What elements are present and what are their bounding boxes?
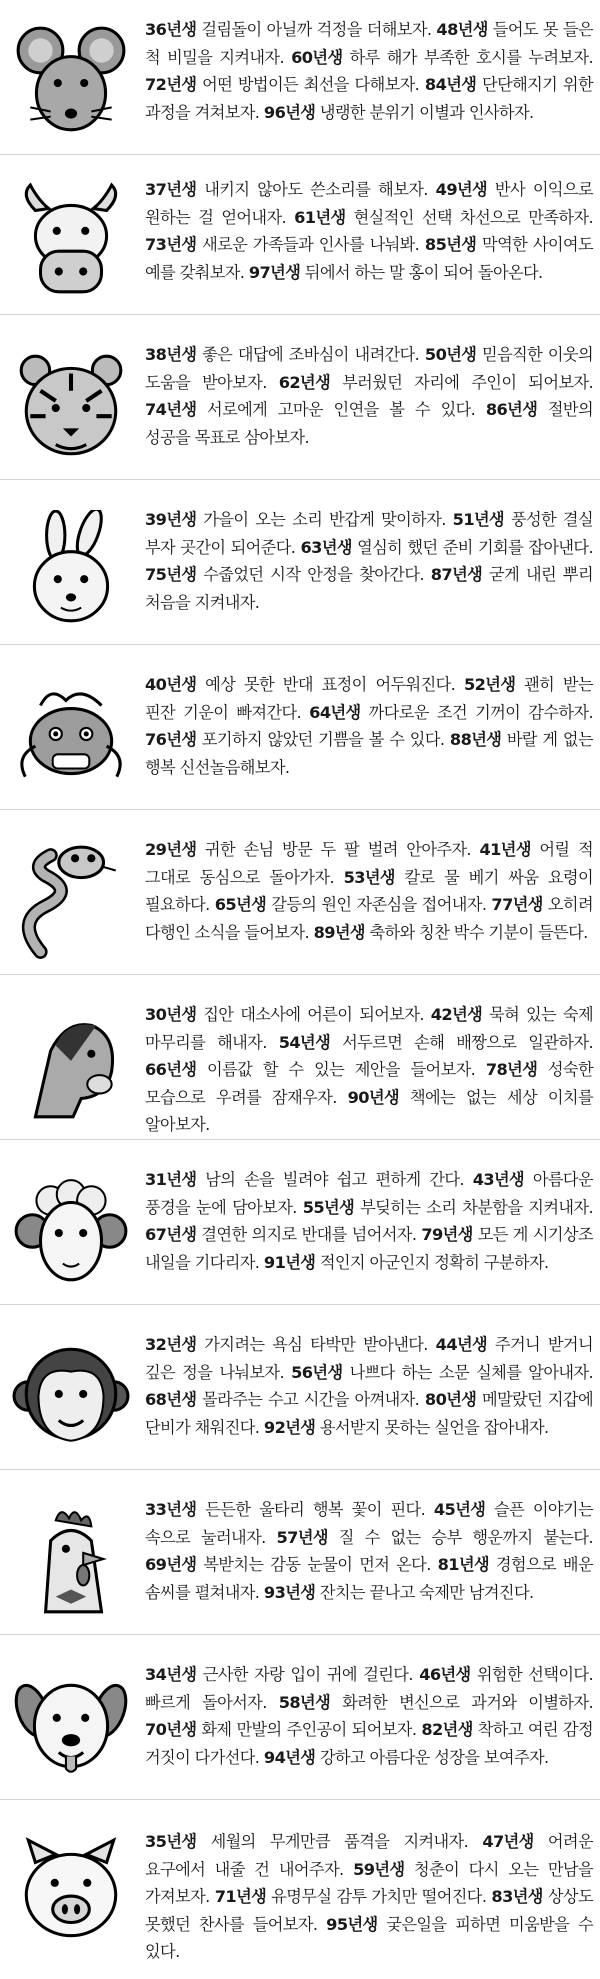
- birth-year: 93년생: [263, 1582, 316, 1602]
- fortune-line: 냉랭한 분위기 이별과 인사하자.: [315, 102, 534, 122]
- fortune-line: 세월의 무게만큼 품격을 지켜내자.: [196, 1832, 483, 1851]
- birth-year: 60년생: [291, 47, 343, 67]
- fortune-line: 성숙한 모습으로 우려를 잠재우자.: [145, 1060, 593, 1107]
- fortune-line: 축하와 칭찬 박수 기분이 들뜬다.: [364, 922, 588, 942]
- fortune-line: 메말랐던 지갑에 단비가 채워진다.: [145, 1390, 593, 1437]
- mouse-icon: [10, 20, 132, 142]
- fortune-line: 새로운 가족들과 인사를 나눠봐.: [196, 235, 425, 255]
- fortune-line: 절반의 성공을 목표로 삼아보자.: [145, 400, 593, 447]
- birth-year: 48년생: [436, 20, 488, 39]
- birth-year: 47년생: [482, 1832, 534, 1851]
- birth-year: 83년생: [491, 1887, 543, 1907]
- rooster-icon: [10, 1500, 132, 1622]
- fortune-text: [145, 506, 593, 616]
- fortune-line: 막역한 사이여도 예를 갖춰보자.: [145, 235, 593, 282]
- birth-year: 59년생: [353, 1859, 405, 1879]
- fortune-row-mouse: [0, 0, 600, 155]
- fortune-line: 적인지 아군인지 정확히 구분하자.: [315, 1252, 549, 1272]
- birth-year: 78년생: [485, 1060, 538, 1080]
- birth-year: 96년생: [263, 102, 316, 122]
- fortune-text: [145, 341, 593, 451]
- fortune-line: 용서받지 못하는 실언을 잡아내자.: [315, 1417, 549, 1437]
- fortune-row-ox: [0, 160, 600, 315]
- fortune-text: [145, 1001, 593, 1139]
- ox-icon: [10, 180, 132, 302]
- fortune-line: 모든 게 시기상조 내일을 기다리자.: [145, 1225, 593, 1272]
- fortune-line: 주거니 받거니 깊은 정을 나눠보자.: [145, 1335, 593, 1382]
- birth-year: 88년생: [449, 730, 502, 750]
- fortune-line: 들어도 못 들은 척 비밀을 지켜내자.: [145, 20, 593, 67]
- birth-year: 64년생: [309, 702, 361, 722]
- birth-year: 45년생: [433, 1500, 486, 1519]
- birth-year: 94년생: [263, 1747, 316, 1767]
- fortune-text: [145, 1828, 593, 1966]
- birth-year: 75년생: [145, 565, 197, 585]
- birth-year: 34년생: [145, 1665, 197, 1684]
- birth-year: 44년생: [435, 1335, 488, 1354]
- fortune-line: 열심히 했던 준비 기회를 잡아낸다.: [351, 537, 593, 557]
- fortune-row-pig: [0, 1812, 600, 1967]
- fortune-line: 가을이 오는 소리 반갑게 맞이하자.: [196, 510, 453, 529]
- fortune-line: 화제 만발의 주인공이 되어보자.: [196, 1720, 422, 1740]
- birth-year: 72년생: [145, 75, 197, 95]
- fortune-line: 굳게 내린 뿌리 처음을 지켜내자.: [145, 565, 593, 612]
- snake-icon: [10, 840, 132, 962]
- birth-year: 91년생: [263, 1252, 316, 1272]
- fortune-line: 몰라주는 수고 시간을 아껴내자.: [196, 1390, 425, 1410]
- birth-year: 38년생: [145, 345, 197, 364]
- birth-year: 30년생: [145, 1005, 197, 1024]
- fortune-line: 나쁘다 하는 소문 실체를 알아내자.: [342, 1362, 594, 1382]
- fortune-line: 화려한 변신으로 과거와 이별하자.: [330, 1692, 593, 1712]
- fortune-line: 가지려는 욕심 타박만 받아낸다.: [196, 1335, 436, 1354]
- fortune-line: 하루 해가 부족한 호시를 누려보자.: [342, 47, 594, 67]
- fortune-line: 상상도 못했던 찬사를 들어보자.: [145, 1887, 593, 1934]
- horse-icon: [10, 1005, 132, 1127]
- fortune-line: 서두르면 손해 배짱으로 일관하자.: [330, 1032, 593, 1052]
- birth-year: 31년생: [145, 1170, 197, 1189]
- birth-year: 62년생: [278, 372, 331, 392]
- fortune-text: [145, 16, 593, 126]
- fortune-line: 수줍었던 시작 안정을 찾아간다.: [196, 565, 431, 585]
- fortune-line: 바랄 게 없는 행복 신선놀음해보자.: [145, 730, 593, 777]
- fortune-line: 부딪히는 소리 차분함을 지켜내자.: [354, 1197, 593, 1217]
- birth-year: 71년생: [214, 1887, 267, 1907]
- fortune-text: [145, 176, 593, 286]
- fortune-row-monkey: [0, 1315, 600, 1470]
- fortune-line: 귀한 손님 방문 두 팔 벌려 안아주자.: [196, 840, 480, 859]
- fortune-line: 든든한 울타리 행복 꽃이 핀다.: [196, 1500, 434, 1519]
- fortune-line: 근사한 자랑 입이 귀에 걸린다.: [196, 1665, 420, 1684]
- birth-year: 56년생: [291, 1362, 343, 1382]
- sheep-icon: [10, 1170, 132, 1292]
- fortune-line: 남의 손을 빌려야 쉽고 편하게 간다.: [196, 1170, 473, 1189]
- fortune-line: 어떤 방법이든 최선을 다해보자.: [196, 75, 425, 95]
- fortune-line: 단단해지기 위한 과정을 겨쳐보자.: [145, 75, 593, 122]
- birth-year: 82년생: [421, 1720, 473, 1740]
- birth-year: 76년생: [145, 730, 197, 750]
- fortune-line: 까다로운 조건 기꺼이 감수하자.: [360, 702, 593, 722]
- birth-year: 90년생: [347, 1087, 400, 1107]
- fortune-row-dog: [0, 1645, 600, 1800]
- birth-year: 66년생: [145, 1060, 197, 1080]
- birth-year: 70년생: [145, 1720, 197, 1740]
- fortune-line: 믿음직한 이웃의 도움을 받아보자.: [145, 345, 593, 392]
- birth-year: 51년생: [452, 510, 505, 529]
- fortune-line: 책에는 없는 세상 이치를 알아보자.: [145, 1087, 593, 1135]
- fortune-line: 예상 못한 반대 표정이 어두워진다.: [196, 675, 464, 694]
- birth-year: 33년생: [145, 1500, 197, 1519]
- birth-year: 65년생: [214, 895, 267, 915]
- dog-icon: [10, 1665, 132, 1787]
- birth-year: 97년생: [248, 262, 301, 282]
- fortune-row-tiger: [0, 325, 600, 480]
- birth-year: 61년생: [294, 207, 346, 227]
- fortune-row-rooster: [0, 1480, 600, 1635]
- fortune-text: [145, 1661, 593, 1771]
- birth-year: 77년생: [491, 895, 543, 915]
- fortune-line: 위험한 선택이다. 빠르게 돌아서자.: [145, 1665, 593, 1712]
- birth-year: 39년생: [145, 510, 197, 529]
- birth-year: 84년생: [424, 75, 477, 95]
- birth-year: 41년생: [479, 840, 531, 859]
- fortune-line: 청춘이 다시 오는 만남을 가져보자.: [145, 1859, 593, 1907]
- fortune-line: 묵혀 있는 숙제 마무리를 해내자.: [145, 1005, 593, 1052]
- birth-year: 57년생: [276, 1527, 328, 1547]
- rabbit-icon: [10, 510, 132, 632]
- fortune-line: 풍성한 결실 부자 곳간이 되어준다.: [145, 510, 593, 557]
- fortune-text: [145, 1331, 593, 1441]
- birth-year: 85년생: [424, 235, 477, 255]
- fortune-line: 결연한 의지로 반대를 넘어서자.: [196, 1225, 422, 1245]
- fortune-line: 강하고 아름다운 성장을 보여주자.: [315, 1747, 549, 1767]
- tiger-icon: [10, 345, 132, 467]
- birth-year: 74년생: [145, 400, 197, 420]
- fortune-line: 이름값 할 수 있는 제안을 들어보자.: [196, 1060, 486, 1080]
- birth-year: 69년생: [145, 1555, 197, 1575]
- fortune-line: 갈등의 원인 자존심을 접어내자.: [266, 895, 492, 915]
- birth-year: 63년생: [300, 537, 352, 557]
- dragon-icon: [10, 675, 132, 797]
- fortune-line: 뒤에서 하는 말 홍이 되어 돌아온다.: [300, 262, 543, 282]
- fortune-line: 괜히 받는 핀잔 기운이 빠져간다.: [145, 675, 593, 722]
- birth-year: 86년생: [485, 400, 538, 420]
- birth-year: 50년생: [424, 345, 477, 364]
- fortune-line: 현실적인 선택 차선으로 만족하자.: [345, 207, 593, 227]
- fortune-line: 어릴 적 그대로 동심으로 돌아가자.: [145, 840, 594, 887]
- fortune-text: [145, 1166, 593, 1276]
- birth-year: 37년생: [145, 180, 197, 199]
- birth-year: 40년생: [145, 675, 197, 694]
- birth-year: 87년생: [430, 565, 483, 585]
- birth-year: 29년생: [145, 840, 197, 859]
- birth-year: 55년생: [302, 1197, 355, 1217]
- birth-year: 95년생: [326, 1914, 378, 1934]
- fortune-text: [145, 1496, 593, 1606]
- fortune-line: 경험으로 배운 솜씨를 펼쳐내자.: [145, 1555, 593, 1602]
- fortune-line: 잔치는 끝나고 숙제만 남겨진다.: [315, 1582, 534, 1602]
- birth-year: 79년생: [421, 1225, 473, 1245]
- birth-year: 42년생: [430, 1005, 483, 1024]
- fortune-row-snake: [0, 820, 600, 975]
- birth-year: 43년생: [472, 1170, 525, 1189]
- fortune-line: 칼로 물 베기 싸움 요령이 필요하다.: [145, 867, 593, 915]
- fortune-row-horse: [0, 985, 600, 1140]
- fortune-line: 유명무실 감투 가치만 떨어진다.: [266, 1887, 492, 1907]
- fortune-line: 서로에게 고마운 인연을 볼 수 있다.: [196, 400, 486, 420]
- birth-year: 52년생: [463, 675, 516, 694]
- fortune-line: 아름다운 풍경을 눈에 담아보자.: [145, 1170, 593, 1217]
- birth-year: 36년생: [145, 20, 197, 39]
- fortune-line: 집안 대소사에 어른이 되어보자.: [196, 1005, 431, 1024]
- birth-year: 81년생: [437, 1555, 490, 1575]
- birth-year: 32년생: [145, 1335, 197, 1354]
- fortune-line: 좋은 대답에 조바심이 내려간다.: [196, 345, 425, 364]
- fortune-row-dragon: [0, 655, 600, 810]
- fortune-line: 복받치는 감동 눈물이 먼저 온다.: [196, 1555, 438, 1575]
- birth-year: 73년생: [145, 235, 197, 255]
- fortune-line: 궂은일을 피하면 미움받을 수 있다.: [145, 1914, 593, 1962]
- birth-year: 35년생: [145, 1832, 197, 1851]
- birth-year: 46년생: [419, 1665, 471, 1684]
- fortune-line: 반사 이익으로 원하는 걸 얻어내자.: [145, 180, 593, 227]
- fortune-line: 오히려 다행인 소식을 들어보자.: [145, 895, 593, 942]
- fortune-line: 슬픈 이야기는 속으로 눌러내자.: [145, 1500, 593, 1547]
- fortune-line: 걸림돌이 아닐까 걱정을 더해보자.: [196, 20, 437, 39]
- birth-year: 67년생: [145, 1225, 197, 1245]
- birth-year: 49년생: [435, 180, 488, 199]
- fortune-line: 포기하지 않았던 기쁨을 볼 수 있다.: [196, 730, 450, 750]
- birth-year: 92년생: [263, 1417, 316, 1437]
- fortune-line: 착하고 여린 감정 거짓이 다가선다.: [145, 1720, 593, 1767]
- fortune-row-rabbit: [0, 490, 600, 645]
- birth-year: 68년생: [145, 1390, 197, 1410]
- birth-year: 80년생: [424, 1390, 477, 1410]
- fortune-line: 내키지 않아도 쓴소리를 해보자.: [196, 180, 436, 199]
- fortune-line: 부러웠던 자리에 주인이 되어보자.: [330, 372, 593, 392]
- fortune-line: 질 수 없는 승부 행운까지 붙는다.: [327, 1527, 593, 1547]
- birth-year: 54년생: [278, 1032, 331, 1052]
- monkey-icon: [10, 1335, 132, 1457]
- fortune-line: 어려운 요구에서 내줄 건 내어주자.: [145, 1832, 593, 1879]
- fortune-text: [145, 671, 593, 781]
- birth-year: 53년생: [343, 867, 395, 887]
- birth-year: 89년생: [313, 922, 365, 942]
- pig-icon: [10, 1832, 132, 1954]
- fortune-row-sheep: [0, 1150, 600, 1305]
- fortune-text: [145, 836, 593, 946]
- birth-year: 58년생: [278, 1692, 331, 1712]
